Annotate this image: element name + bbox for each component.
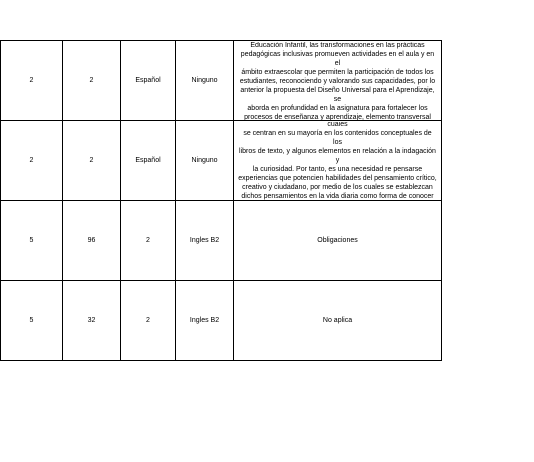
cell-col2[interactable]: 2: [63, 121, 121, 201]
cell-col2[interactable]: 32: [63, 281, 121, 361]
cell-description-clip: [238, 122, 437, 200]
cell-col1[interactable]: 5: [1, 201, 63, 281]
cell-col3[interactable]: Español: [121, 41, 176, 121]
cell-col3[interactable]: 2: [121, 281, 176, 361]
table-row: [1, 281, 442, 361]
cell-col4[interactable]: Ninguno: [176, 121, 234, 201]
cell-description-text: cuales se centran en su mayoría en los contenidos conceptuales de los libros de texto, y algunos elementos en relación a la indagación y la curiosidad. Por tanto, es una necesidad re pensarse experiencias que potencien habilidades del pensamiento crítico, creativo y ciudadano, por medio de los cuales se establezcan dichos pensamientos en la vida diaria como forma de conocer: [238, 121, 437, 200]
table-row: [1, 121, 442, 201]
cell-description[interactable]: [234, 121, 442, 201]
cell-col3[interactable]: 2: [121, 201, 176, 281]
cell-col4[interactable]: Ingles B2: [176, 201, 234, 281]
cell-description-clip: [238, 42, 437, 120]
cell-description[interactable]: Obligaciones: [234, 201, 442, 281]
data-table: [0, 40, 442, 361]
cell-col1[interactable]: 2: [1, 41, 63, 121]
cell-col2[interactable]: 96: [63, 201, 121, 281]
cell-col1[interactable]: 2: [1, 121, 63, 201]
cell-col2[interactable]: 2: [63, 41, 121, 121]
cell-col3[interactable]: Español: [121, 121, 176, 201]
cell-description-text: Educación Infantil, las transformaciones en las prácticas pedagógicas inclusivas promueven actividades en el aula y en el ámbito extraescolar que permiten la participación de todos los estudiantes, reconociendo y valorando sus capacidades, por lo anterior la propuesta del Diseño Universal para el Aprendizaje, se aborda en profundidad en la asignatura para fortalecer los procesos de enseñanza y aprendizaje, elemento transversal: [239, 41, 436, 120]
table-row: [1, 201, 442, 281]
table-row: [1, 41, 442, 121]
cell-col4[interactable]: Ninguno: [176, 41, 234, 121]
cell-col4[interactable]: Ingles B2: [176, 281, 234, 361]
cell-col1[interactable]: 5: [1, 281, 63, 361]
cell-description[interactable]: [234, 41, 442, 121]
cell-description[interactable]: No aplica: [234, 281, 442, 361]
